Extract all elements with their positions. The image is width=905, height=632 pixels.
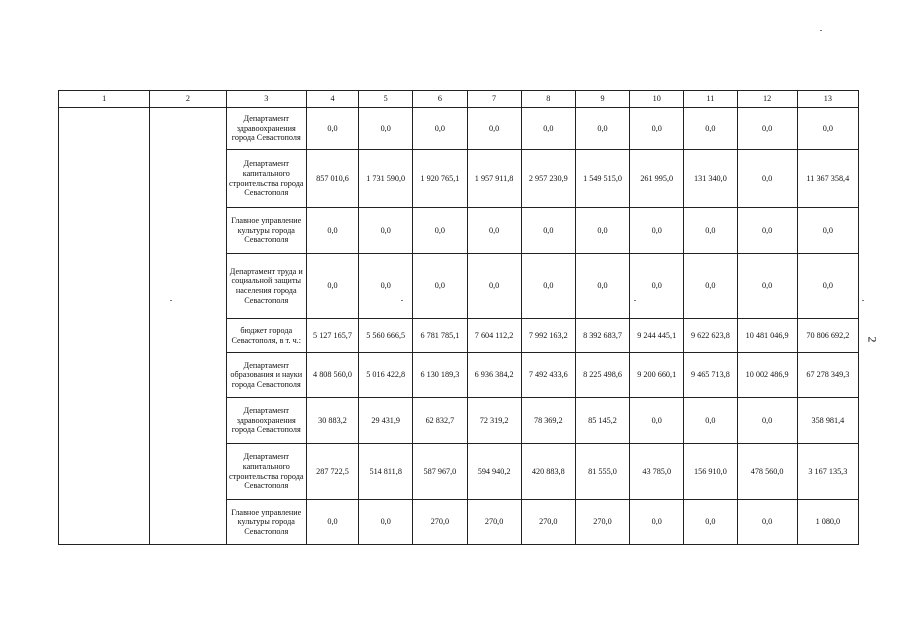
header-cell: 5 [359,91,413,108]
value-cell: 9 244 445,1 [630,319,684,353]
value-cell: 420 883,8 [521,444,575,500]
value-cell: 5 560 666,5 [359,319,413,353]
value-cell: 62 832,7 [413,398,467,444]
value-cell: 0,0 [797,108,858,150]
value-cell: 0,0 [684,208,737,254]
value-cell: 0,0 [684,108,737,150]
value-cell: 0,0 [630,108,684,150]
header-cell: 7 [467,91,521,108]
value-cell: 67 278 349,3 [797,353,858,398]
value-cell: 156 910,0 [684,444,737,500]
header-cell: 4 [306,91,358,108]
value-cell: 2 957 230,9 [521,150,575,208]
value-cell: 85 145,2 [575,398,629,444]
value-cell: 1 549 515,0 [575,150,629,208]
value-cell: 261 995,0 [630,150,684,208]
value-cell: 270,0 [413,500,467,545]
value-cell: 8 392 683,7 [575,319,629,353]
value-cell: 29 431,9 [359,398,413,444]
value-cell: 0,0 [575,208,629,254]
value-cell: 78 369,2 [521,398,575,444]
value-cell: 0,0 [684,254,737,319]
value-cell: 270,0 [521,500,575,545]
value-cell: 6 130 189,3 [413,353,467,398]
value-cell: 0,0 [684,500,737,545]
value-cell: 287 722,5 [306,444,358,500]
table-row [59,108,859,150]
value-cell: 0,0 [797,208,858,254]
value-cell: 9 465 713,8 [684,353,737,398]
value-cell: 0,0 [359,108,413,150]
value-cell: 0,0 [737,500,797,545]
org-cell: Департамент труда и социальной защиты населения города Севастополя [226,254,306,319]
value-cell: 0,0 [737,398,797,444]
value-cell: 0,0 [306,500,358,545]
page-number: 2 [865,336,880,343]
value-cell: 514 811,8 [359,444,413,500]
value-cell: 857 010,6 [306,150,358,208]
value-cell: 9 622 623,8 [684,319,737,353]
value-cell: 0,0 [575,254,629,319]
value-cell: 0,0 [413,108,467,150]
value-cell: 0,0 [359,254,413,319]
value-cell: 7 492 433,6 [521,353,575,398]
value-cell: 0,0 [359,500,413,545]
value-cell: 587 967,0 [413,444,467,500]
value-cell: 1 080,0 [797,500,858,545]
value-cell: 0,0 [359,208,413,254]
value-cell: 131 340,0 [684,150,737,208]
value-cell: 0,0 [630,208,684,254]
value-cell: 0,0 [737,208,797,254]
empty-cell [150,108,226,545]
header-cell: 10 [630,91,684,108]
value-cell: 0,0 [630,398,684,444]
scan-speck [862,300,864,301]
value-cell: 70 806 692,2 [797,319,858,353]
org-cell: Департамент здравоохранения города Севастополя [226,398,306,444]
value-cell: 0,0 [413,254,467,319]
header-cell: 8 [521,91,575,108]
value-cell: 270,0 [467,500,521,545]
value-cell: 1 731 590,0 [359,150,413,208]
value-cell: 5 016 422,8 [359,353,413,398]
org-cell: Главное управление культуры города Севастополя [226,500,306,545]
header-cell: 6 [413,91,467,108]
value-cell: 358 981,4 [797,398,858,444]
header-cell: 2 [150,91,226,108]
scan-speck [170,300,172,301]
value-cell: 0,0 [797,254,858,319]
value-cell: 0,0 [630,254,684,319]
header-cell: 1 [59,91,150,108]
value-cell: 1 920 765,1 [413,150,467,208]
org-cell: Департамент здравоохранения города Севастополя [226,108,306,150]
value-cell: 9 200 660,1 [630,353,684,398]
value-cell: 0,0 [737,254,797,319]
org-cell: Главное управление культуры города Севастополя [226,208,306,254]
value-cell: 7 604 112,2 [467,319,521,353]
header-cell: 12 [737,91,797,108]
header-cell: 11 [684,91,737,108]
value-cell: 3 167 135,3 [797,444,858,500]
value-cell: 0,0 [521,208,575,254]
scan-speck [401,300,403,301]
value-cell: 5 127 165,7 [306,319,358,353]
empty-cell [59,108,150,545]
header-cell: 9 [575,91,629,108]
budget-table [58,90,859,545]
value-cell: 4 808 560,0 [306,353,358,398]
header-cell: 3 [226,91,306,108]
org-cell: бюджет города Севастополя, в т. ч.: [226,319,306,353]
value-cell: 594 940,2 [467,444,521,500]
value-cell: 81 555,0 [575,444,629,500]
value-cell: 10 481 046,9 [737,319,797,353]
value-cell: 0,0 [467,254,521,319]
scan-speck [820,30,822,31]
value-cell: 10 002 486,9 [737,353,797,398]
value-cell: 0,0 [306,254,358,319]
header-row [59,91,859,108]
value-cell: 0,0 [737,108,797,150]
header-cell: 13 [797,91,858,108]
value-cell: 0,0 [467,208,521,254]
value-cell: 0,0 [575,108,629,150]
value-cell: 0,0 [737,150,797,208]
value-cell: 8 225 498,6 [575,353,629,398]
value-cell: 0,0 [467,108,521,150]
value-cell: 0,0 [306,108,358,150]
value-cell: 270,0 [575,500,629,545]
value-cell: 0,0 [521,108,575,150]
value-cell: 478 560,0 [737,444,797,500]
value-cell: 0,0 [630,500,684,545]
value-cell: 30 883,2 [306,398,358,444]
org-cell: Департамент капитального строительства города Севастополя [226,150,306,208]
value-cell: 0,0 [684,398,737,444]
value-cell: 7 992 163,2 [521,319,575,353]
value-cell: 1 957 911,8 [467,150,521,208]
value-cell: 0,0 [306,208,358,254]
org-cell: Департамент капитального строительства города Севастополя [226,444,306,500]
value-cell: 6 781 785,1 [413,319,467,353]
value-cell: 72 319,2 [467,398,521,444]
value-cell: 11 367 358,4 [797,150,858,208]
scan-speck [634,300,636,301]
org-cell: Департамент образования и науки города Севастополя [226,353,306,398]
value-cell: 0,0 [413,208,467,254]
value-cell: 0,0 [521,254,575,319]
value-cell: 43 785,0 [630,444,684,500]
value-cell: 6 936 384,2 [467,353,521,398]
